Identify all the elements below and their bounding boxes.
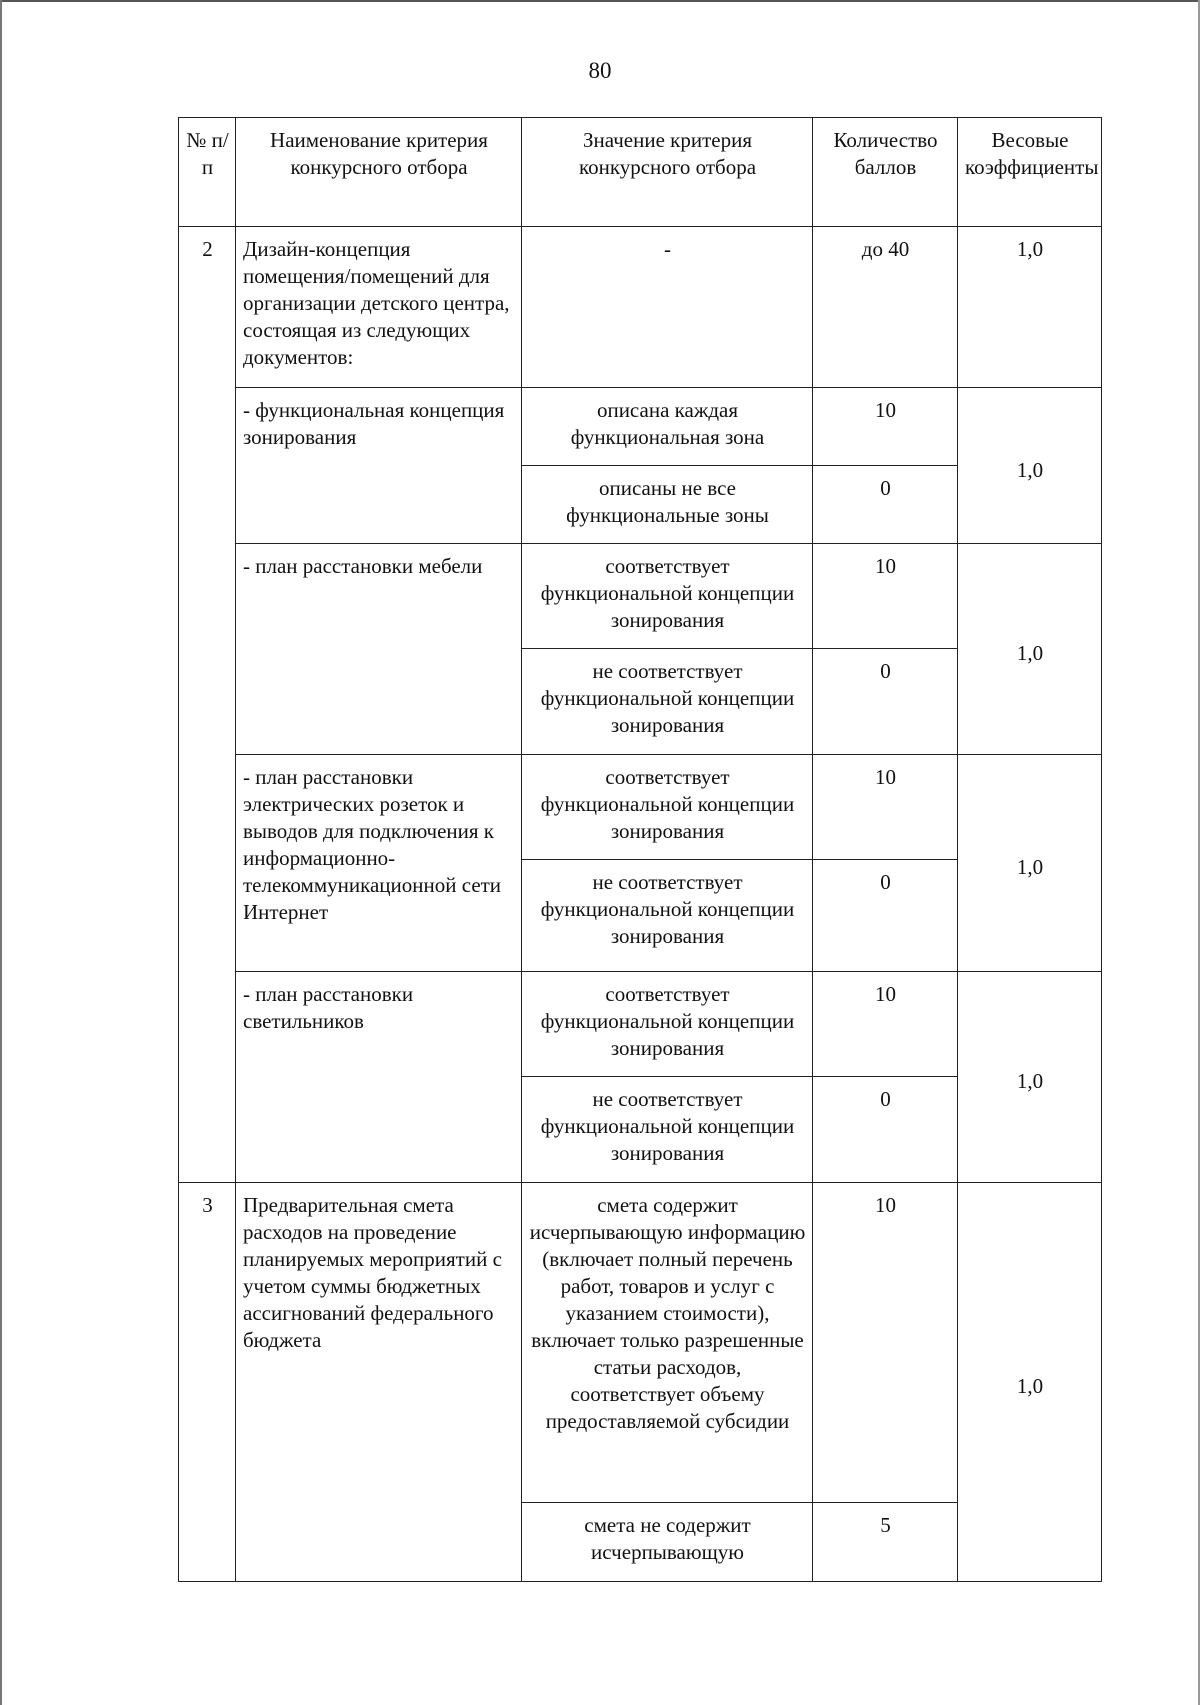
criterion-weight: 1,0 [958, 972, 1102, 1183]
criterion-weight: 1,0 [958, 755, 1102, 972]
criterion-score: 10 [813, 388, 958, 466]
criterion-score: 0 [813, 1077, 958, 1183]
criterion-score: 10 [813, 544, 958, 649]
criterion-value: не соответствует функциональной концепции зонирования [522, 860, 813, 972]
criterion-score: 0 [813, 649, 958, 755]
table-header-row [179, 118, 1102, 227]
criterion-name: Предварительная смета расходов на проведение планируемых мероприятий с учетом суммы бюджетных ассигнований федерального бюджета [236, 1183, 522, 1582]
criterion-value: смета содержит исчерпывающую информацию (включает полный перечень работ, товаров и услуг с указанием стоимости), включает только разрешенные статьи расходов, соответствует объему предоставляемой субсидии [522, 1183, 813, 1503]
table-row [179, 755, 1102, 860]
criterion-value: соответствует функциональной концепции зонирования [522, 755, 813, 860]
criterion-score: 10 [813, 972, 958, 1077]
criterion-value: соответствует функциональной концепции зонирования [522, 972, 813, 1077]
criterion-weight: 1,0 [958, 227, 1102, 388]
table-row [179, 1183, 1102, 1503]
top-edge-line [0, 0, 1200, 2]
criterion-value: - [522, 227, 813, 388]
table-row [179, 972, 1102, 1077]
page-number: 80 [588, 58, 612, 83]
header-criterion-name: Наименование критерия конкурсного отбора [236, 118, 522, 227]
criterion-name: Дизайн-концепция помещения/помещений для организации детского центра, состоящая из следующих документов: [236, 227, 522, 388]
criterion-value: не соответствует функциональной концепции зонирования [522, 1077, 813, 1183]
criterion-weight: 1,0 [958, 388, 1102, 544]
table-row [179, 544, 1102, 649]
table-row [179, 227, 1102, 388]
table-row [179, 388, 1102, 466]
criterion-score: 10 [813, 755, 958, 860]
row-number: 2 [179, 227, 236, 1183]
criterion-weight: 1,0 [958, 1183, 1102, 1582]
criterion-weight: 1,0 [958, 544, 1102, 755]
criterion-value: смета не содержит исчерпывающую [522, 1503, 813, 1582]
criterion-name: - функциональная концепция зонирования [236, 388, 522, 544]
criterion-score: 5 [813, 1503, 958, 1582]
header-number: № п/п [179, 118, 236, 227]
criterion-value: не соответствует функциональной концепции зонирования [522, 649, 813, 755]
criterion-value: описана каждая функциональная зона [522, 388, 813, 466]
criterion-value: описаны не все функциональные зоны [522, 466, 813, 544]
criterion-score: 0 [813, 860, 958, 972]
left-edge-line [0, 0, 2, 1705]
criterion-score: 10 [813, 1183, 958, 1503]
header-score: Количество баллов [813, 118, 958, 227]
criterion-name: - план расстановки мебели [236, 544, 522, 755]
row-number: 3 [179, 1183, 236, 1582]
criterion-name: - план расстановки электрических розеток и выводов для подключения к информационно-телекоммуникационной сети Интернет [236, 755, 522, 972]
criterion-name: - план расстановки светильников [236, 972, 522, 1183]
criteria-table [178, 117, 1102, 1582]
header-criterion-value: Значение критерия конкурсного отбора [522, 118, 813, 227]
header-weight: Весовые коэффициенты [958, 118, 1102, 227]
criterion-value: соответствует функциональной концепции зонирования [522, 544, 813, 649]
criterion-score: до 40 [813, 227, 958, 388]
criterion-score: 0 [813, 466, 958, 544]
